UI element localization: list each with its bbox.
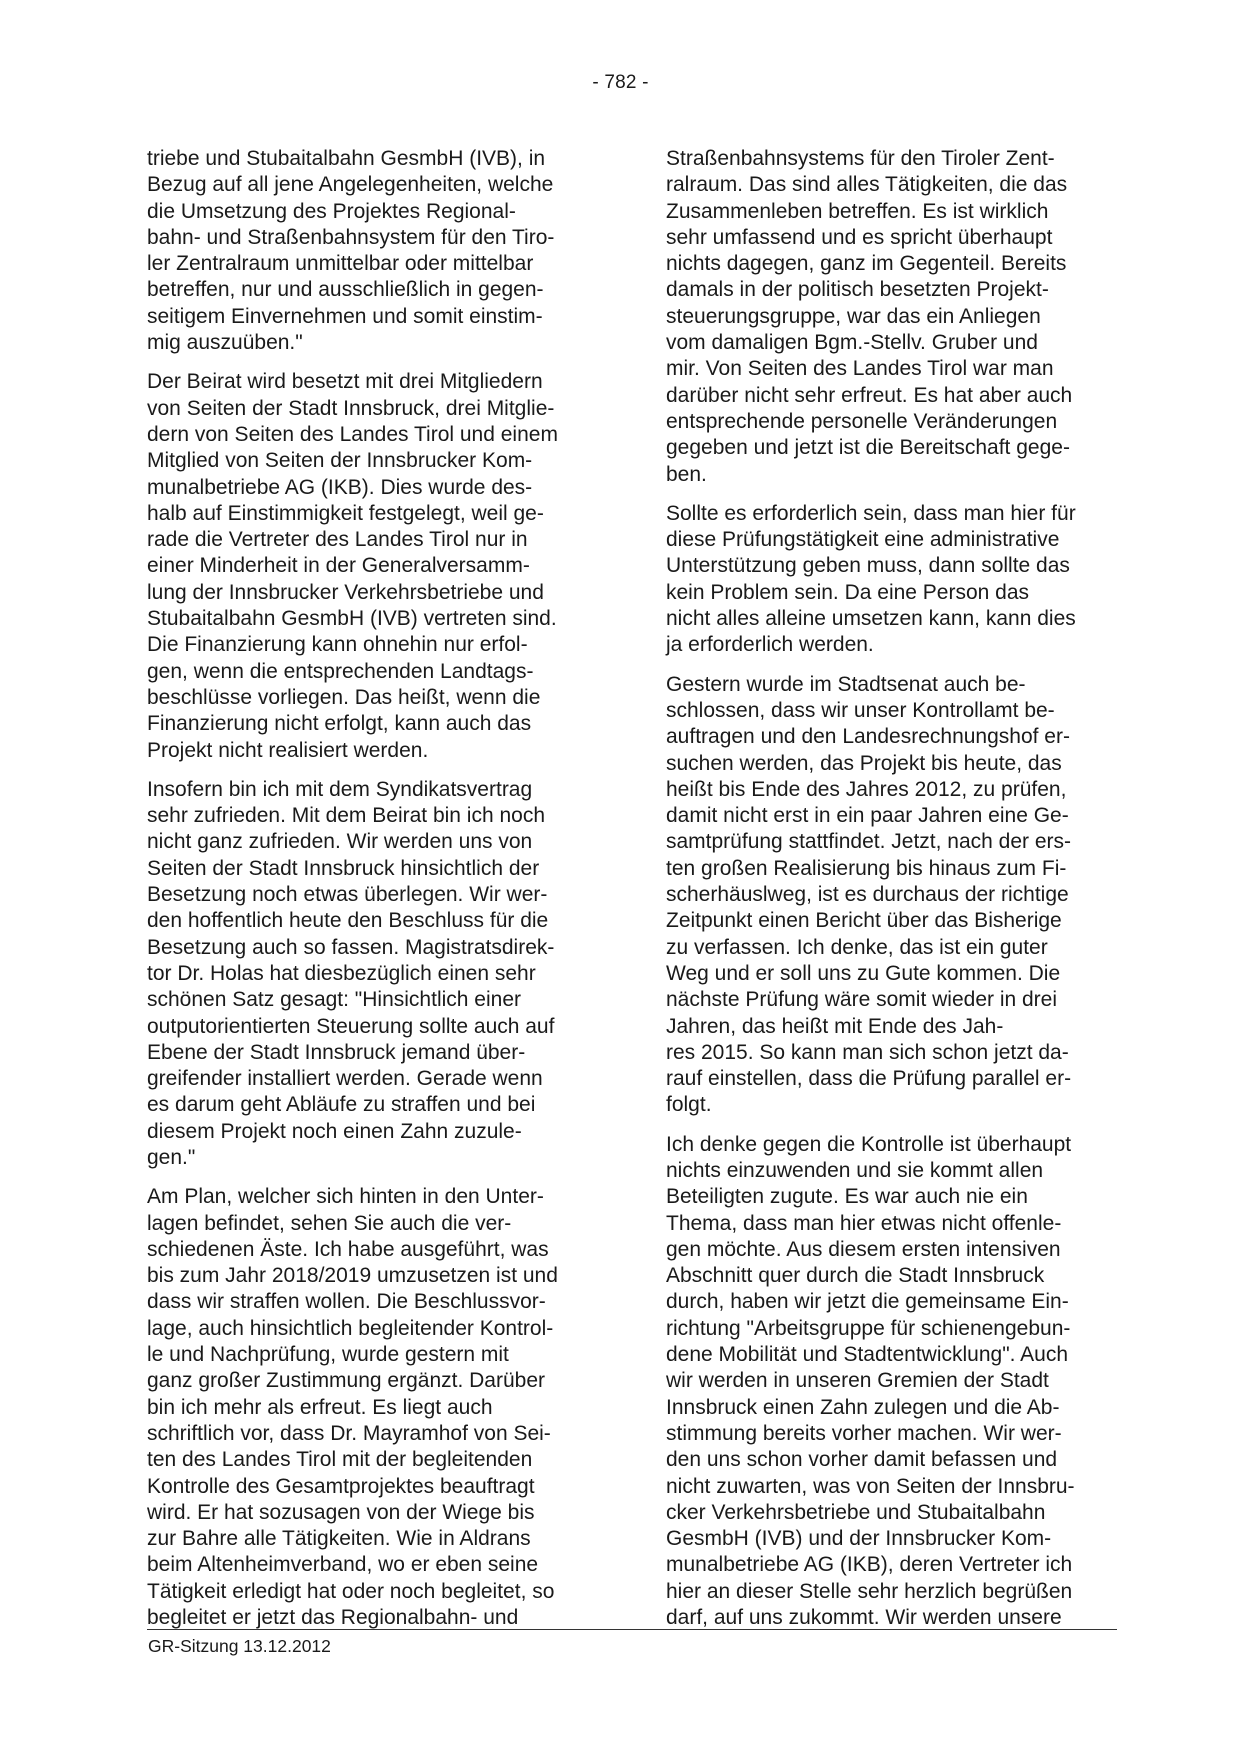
text-line: Kontrolle des Gesamtprojektes beauftragt xyxy=(147,1474,535,1498)
text-line: ten großen Realisierung bis hinaus zum Fi- xyxy=(666,856,1067,880)
text-line: munalbetriebe AG (IKB), deren Vertreter ich xyxy=(666,1553,1073,1577)
text-line: schönen Satz gesagt: "Hinsichtlich einer xyxy=(147,988,521,1012)
text-line: ben. xyxy=(666,462,707,486)
text-line: damit nicht erst in ein paar Jahren eine Ge- xyxy=(666,804,1069,828)
text-line: Stubaitalbahn GesmbH (IVB) vertreten sind. xyxy=(147,607,557,631)
text-line: gen möchte. Aus diesem ersten intensiven xyxy=(666,1237,1061,1261)
footer-session-date: GR-Sitzung 13.12.2012 xyxy=(148,1636,331,1656)
text-line: rade die Vertreter des Landes Tirol nur in xyxy=(147,528,528,552)
text-line: halb auf Einstimmigkeit festgelegt, weil ge- xyxy=(147,501,544,525)
paragraph xyxy=(147,1184,605,1631)
text-line: seitigem Einvernehmen und somit einstim- xyxy=(147,304,543,328)
text-line: Thema, dass man hier etwas nicht offenle- xyxy=(666,1211,1062,1235)
text-line: Gestern wurde im Stadtsenat auch be- xyxy=(666,672,1026,696)
text-line: ja erforderlich werden. xyxy=(666,633,874,657)
text-line: Besetzung auch so fassen. Magistratsdirek- xyxy=(147,935,555,959)
text-line: cker Verkehrsbetriebe und Stubaitalbahn xyxy=(666,1500,1046,1524)
text-line: wir werden in unseren Gremien der Stadt xyxy=(666,1369,1049,1393)
text-line: bis zum Jahr 2018/2019 umzusetzen ist und xyxy=(147,1264,558,1288)
text-line: Sollte es erforderlich sein, dass man hier für xyxy=(666,501,1076,525)
text-line: darüber nicht sehr erfreut. Es hat aber auch xyxy=(666,383,1073,407)
text-line: steuerungsgruppe, war das ein Anliegen xyxy=(666,304,1041,328)
text-line: die Umsetzung des Projektes Regional- xyxy=(147,199,516,223)
text-line: ganz großer Zustimmung ergänzt. Darüber xyxy=(147,1369,546,1393)
text-line: Am Plan, welcher sich hinten in den Unter- xyxy=(147,1185,544,1209)
text-line: mir. Von Seiten des Landes Tirol war man xyxy=(666,357,1054,381)
text-line: Tätigkeit erledigt hat oder noch begleitet, so xyxy=(147,1579,555,1603)
text-line: den hoffentlich heute den Beschluss für die xyxy=(147,909,549,933)
text-line: Insofern bin ich mit dem Syndikatsvertrag xyxy=(147,777,533,801)
paragraph xyxy=(147,777,605,1171)
text-line: munalbetriebe AG (IKB). Dies wurde des- xyxy=(147,475,533,499)
text-line: Projekt nicht realisiert werden. xyxy=(147,738,429,762)
text-line: Die Finanzierung kann ohnehin nur erfol- xyxy=(147,633,528,657)
text-line: Finanzierung nicht erfolgt, kann auch das xyxy=(147,712,532,736)
text-line: nächste Prüfung wäre somit wieder in drei xyxy=(666,988,1058,1012)
text-line: Beteiligten zugute. Es war auch nie ein xyxy=(666,1185,1028,1209)
text-line: Straßenbahnsystems für den Tiroler Zent- xyxy=(666,147,1055,170)
text-line: res 2015. So kann man sich schon jetzt da- xyxy=(666,1040,1069,1064)
text-line: Ebene der Stadt Innsbruck jemand über- xyxy=(147,1040,526,1064)
text-line: dene Mobilität und Stadtentwicklung". Auch xyxy=(666,1343,1069,1367)
text-line: schriftlich vor, dass Dr. Mayramhof von Sei- xyxy=(147,1421,551,1445)
paragraph xyxy=(147,146,605,356)
footer-divider xyxy=(147,1629,1117,1630)
text-line: durch, haben wir jetzt die gemeinsame Ein- xyxy=(666,1290,1069,1314)
paragraph xyxy=(147,369,605,763)
text-line: diese Prüfungstätigkeit eine administrative xyxy=(666,528,1060,552)
text-line: auftragen und den Landesrechnungshof er- xyxy=(666,725,1070,749)
text-line: begleitet er jetzt das Regionalbahn- und xyxy=(147,1606,519,1630)
paragraph xyxy=(666,672,1118,1119)
text-line: gegeben und jetzt ist die Bereitschaft gege- xyxy=(666,436,1070,460)
left-column xyxy=(147,146,605,1644)
text-line: Weg und er soll uns zu Gute kommen. Die xyxy=(666,961,1061,985)
text-line: gen." xyxy=(147,1145,196,1169)
text-line: Der Beirat wird besetzt mit drei Mitgliedern xyxy=(147,370,543,394)
text-line: greifender installiert werden. Gerade wenn xyxy=(147,1067,543,1091)
text-line: folgt. xyxy=(666,1093,712,1117)
text-line: entsprechende personelle Veränderungen xyxy=(666,409,1058,433)
text-line: le und Nachprüfung, wurde gestern mit xyxy=(147,1343,509,1367)
text-line: damals in der politisch besetzten Projekt- xyxy=(666,278,1049,302)
text-line: beim Altenheimverband, wo er eben seine xyxy=(147,1553,539,1577)
paragraph xyxy=(666,1132,1118,1632)
text-line: betreffen, nur und ausschließlich in gegen- xyxy=(147,278,544,302)
text-line: Seiten der Stadt Innsbruck hinsichtlich der xyxy=(147,856,540,880)
text-line: dern von Seiten des Landes Tirol und einem xyxy=(147,422,558,446)
text-line: Abschnitt quer durch die Stadt Innsbruck xyxy=(666,1264,1045,1288)
text-line: ten des Landes Tirol mit der begleitenden xyxy=(147,1448,533,1472)
text-line: bahn- und Straßenbahnsystem für den Tiro- xyxy=(147,225,555,249)
text-line: heißt bis Ende des Jahres 2012, zu prüfen, xyxy=(666,777,1067,801)
text-line: den uns schon vorher damit befassen und xyxy=(666,1448,1058,1472)
text-line: nichts dagegen, ganz im Gegenteil. Bereits xyxy=(666,252,1067,276)
text-line: zur Bahre alle Tätigkeiten. Wie in Aldrans xyxy=(147,1527,531,1551)
text-line: kein Problem sein. Da eine Person das xyxy=(666,580,1030,604)
text-line: GesmbH (IVB) und der Innsbrucker Kom- xyxy=(666,1527,1052,1551)
text-line: samtprüfung stattfindet. Jetzt, nach der ers- xyxy=(666,830,1072,854)
text-line: hier an dieser Stelle sehr herzlich begrüßen xyxy=(666,1579,1073,1603)
text-line: lage, auch hinsichtlich begleitender Kontrol- xyxy=(147,1316,554,1340)
text-line: es darum geht Abläufe zu straffen und bei xyxy=(147,1093,536,1117)
text-line: beschlüsse vorliegen. Das heißt, wenn die xyxy=(147,685,541,709)
text-line: outputorientierten Steuerung sollte auch auf xyxy=(147,1014,555,1038)
text-line: stimmung bereits vorher machen. Wir wer- xyxy=(666,1421,1062,1445)
right-column xyxy=(666,146,1118,1644)
text-line: nichts einzuwenden und sie kommt allen xyxy=(666,1158,1044,1182)
text-line: tor Dr. Holas hat diesbezüglich einen sehr xyxy=(147,961,536,985)
page-number: - 782 - xyxy=(592,72,649,93)
text-line: einer Minderheit in der Generalversamm- xyxy=(147,554,530,578)
text-line: Innsbruck einen Zahn zulegen und die Ab- xyxy=(666,1395,1060,1419)
text-line: nicht alles alleine umsetzen kann, kann dies xyxy=(666,607,1076,631)
text-line: lung der Innsbrucker Verkehrsbetriebe und xyxy=(147,580,544,604)
text-line: ralraum. Das sind alles Tätigkeiten, die das xyxy=(666,173,1068,197)
text-line: Ich denke gegen die Kontrolle ist überhaupt xyxy=(666,1132,1072,1156)
text-line: Jahren, das heißt mit Ende des Jah- xyxy=(666,1014,1004,1038)
text-line: wird. Er hat sozusagen von der Wiege bis xyxy=(147,1500,535,1524)
text-line: ler Zentralraum unmittelbar oder mittelbar xyxy=(147,252,534,276)
text-line: Besetzung noch etwas überlegen. Wir wer- xyxy=(147,883,548,907)
paragraph xyxy=(666,501,1118,659)
text-line: diesem Projekt noch einen Zahn zuzule- xyxy=(147,1119,522,1143)
text-line: Mitglied von Seiten der Innsbrucker Kom- xyxy=(147,449,533,473)
text-line: sehr umfassend und es spricht überhaupt xyxy=(666,225,1053,249)
text-line: scherhäuslweg, ist es durchaus der richtige xyxy=(666,883,1069,907)
text-line: von Seiten der Stadt Innsbruck, drei Mitglie- xyxy=(147,396,555,420)
text-line: triebe und Stubaitalbahn GesmbH (IVB), in xyxy=(147,147,546,170)
paragraph xyxy=(666,146,1118,488)
text-line: Bezug auf all jene Angelegenheiten, welche xyxy=(147,173,554,197)
text-line: sehr zufrieden. Mit dem Beirat bin ich noch xyxy=(147,804,546,828)
text-line: vom damaligen Bgm.-Stellv. Gruber und xyxy=(666,331,1038,355)
text-line: rauf einstellen, dass die Prüfung parallel er- xyxy=(666,1067,1072,1091)
text-line: lagen befindet, sehen Sie auch die ver- xyxy=(147,1211,512,1235)
text-line: mig auszuüben." xyxy=(147,331,303,355)
text-line: schlossen, dass wir unser Kontrollamt be- xyxy=(666,698,1055,722)
text-line: nicht zuwarten, was von Seiten der Innsbru- xyxy=(666,1474,1075,1498)
text-line: Unterstützung geben muss, dann sollte das xyxy=(666,554,1070,578)
text-line: Zeitpunkt einen Bericht über das Bisherige xyxy=(666,909,1062,933)
text-line: suchen werden, das Projekt bis heute, das xyxy=(666,751,1062,775)
text-line: dass wir straffen wollen. Die Beschlussvor- xyxy=(147,1290,546,1314)
text-line: zu verfassen. Ich denke, das ist ein guter xyxy=(666,935,1048,959)
text-line: Zusammenleben betreffen. Es ist wirklich xyxy=(666,199,1049,223)
text-line: darf, auf uns zukommt. Wir werden unsere xyxy=(666,1606,1062,1630)
text-line: nicht ganz zufrieden. Wir werden uns von xyxy=(147,830,533,854)
text-line: gen, wenn die entsprechenden Landtags- xyxy=(147,659,534,683)
text-line: schiedenen Äste. Ich habe ausgeführt, was xyxy=(147,1237,549,1261)
text-line: richtung "Arbeitsgruppe für schienengebun- xyxy=(666,1316,1071,1340)
text-line: bin ich mehr als erfreut. Es liegt auch xyxy=(147,1395,493,1419)
